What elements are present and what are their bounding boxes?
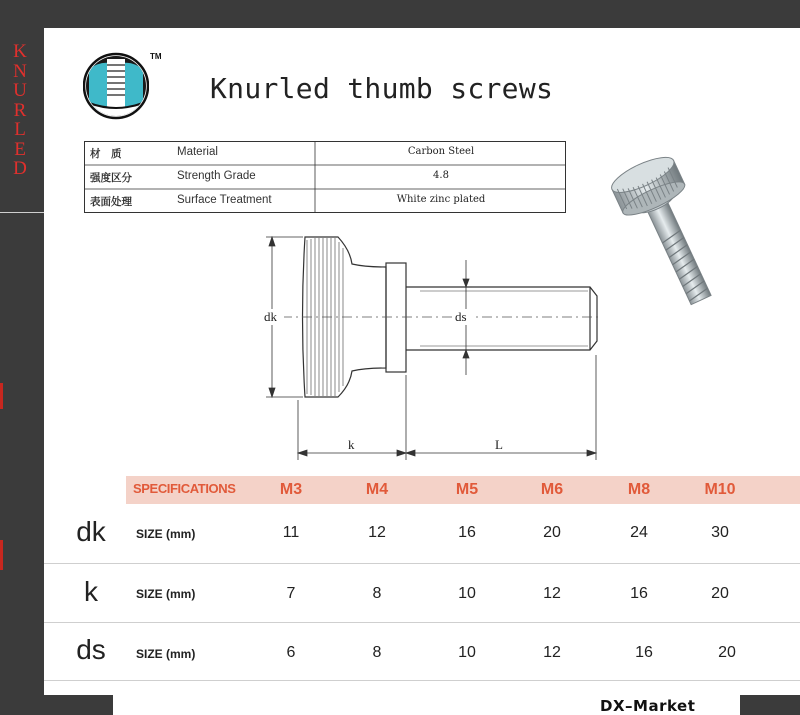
row-divider [44,622,800,623]
property-name-en: Strength Grade [177,170,256,182]
side-divider [0,212,44,213]
side-letter: N [13,60,27,82]
top-frame [0,0,800,28]
row-divider [44,680,800,681]
k-dimension-label: k [348,437,355,452]
side-letter: U [13,80,27,101]
property-name-en: Material [177,146,218,158]
table-cell: 16 [630,585,648,602]
row-size-label: SIZE (mm) [136,647,196,661]
table-cell: 30 [711,524,729,541]
side-letter: E [14,138,26,160]
l-dimension-label: L [495,437,503,452]
property-name-cn: 强度区分 [90,172,132,184]
side-letter: R [13,99,27,121]
property-row [84,189,566,213]
size-header: M4 [365,481,389,498]
size-header: M6 [540,481,564,498]
side-letter: L [14,119,26,140]
property-name-cn: 表面处理 [90,196,132,208]
row-size-label: SIZE (mm) [136,527,196,541]
table-cell: 8 [372,644,382,661]
table-cell: 24 [630,524,648,541]
row-symbol: k [84,576,98,607]
property-value: 4.8 [433,170,449,181]
side-accent-mark [0,383,3,409]
size-header: M5 [455,481,479,498]
side-letter: K [13,41,27,62]
table-cell: 12 [543,585,561,602]
row-symbol: dk [76,516,106,547]
side-accent-mark [0,540,3,570]
table-cell: 7 [286,585,296,602]
size-header: M8 [627,481,651,498]
row-size-label: SIZE (mm) [136,587,196,601]
table-cell: 20 [718,644,736,661]
footer-brand: DX–Market [600,697,696,715]
size-header: M10 [704,481,736,498]
table-cell: 16 [635,644,653,661]
trademark-mark: TM [150,52,162,61]
size-header: M3 [279,481,303,498]
spec-header-label: SPECIFICATIONS [133,481,236,496]
row-divider [44,563,800,564]
table-cell: 11 [282,524,300,541]
table-cell: 10 [458,644,476,661]
table-cell: 12 [543,644,561,661]
table-cell: 20 [711,585,729,602]
property-name-cn: 材 质 [90,148,122,160]
property-table [84,141,566,213]
table-cell: 16 [458,524,476,541]
dk-dimension-label: dk [264,309,277,324]
property-name-en: Surface Treatment [177,194,272,206]
table-cell: 10 [458,585,476,602]
table-cell: 6 [286,644,296,661]
brand-logo-icon [83,51,149,121]
property-row [84,165,566,189]
row-symbol: ds [76,634,106,665]
ds-dimension-label: ds [455,309,467,324]
property-value: Carbon Steel [407,146,475,157]
table-cell: 20 [543,524,561,541]
side-letter: D [13,158,27,179]
page-title: Knurled thumb screws [210,72,554,105]
table-cell: 8 [372,585,382,602]
technical-drawing [250,225,600,465]
property-row [84,141,566,165]
property-value: White zinc plated [396,194,486,205]
table-cell: 12 [368,524,386,541]
side-label [8,42,32,179]
screw-photo [598,140,758,340]
